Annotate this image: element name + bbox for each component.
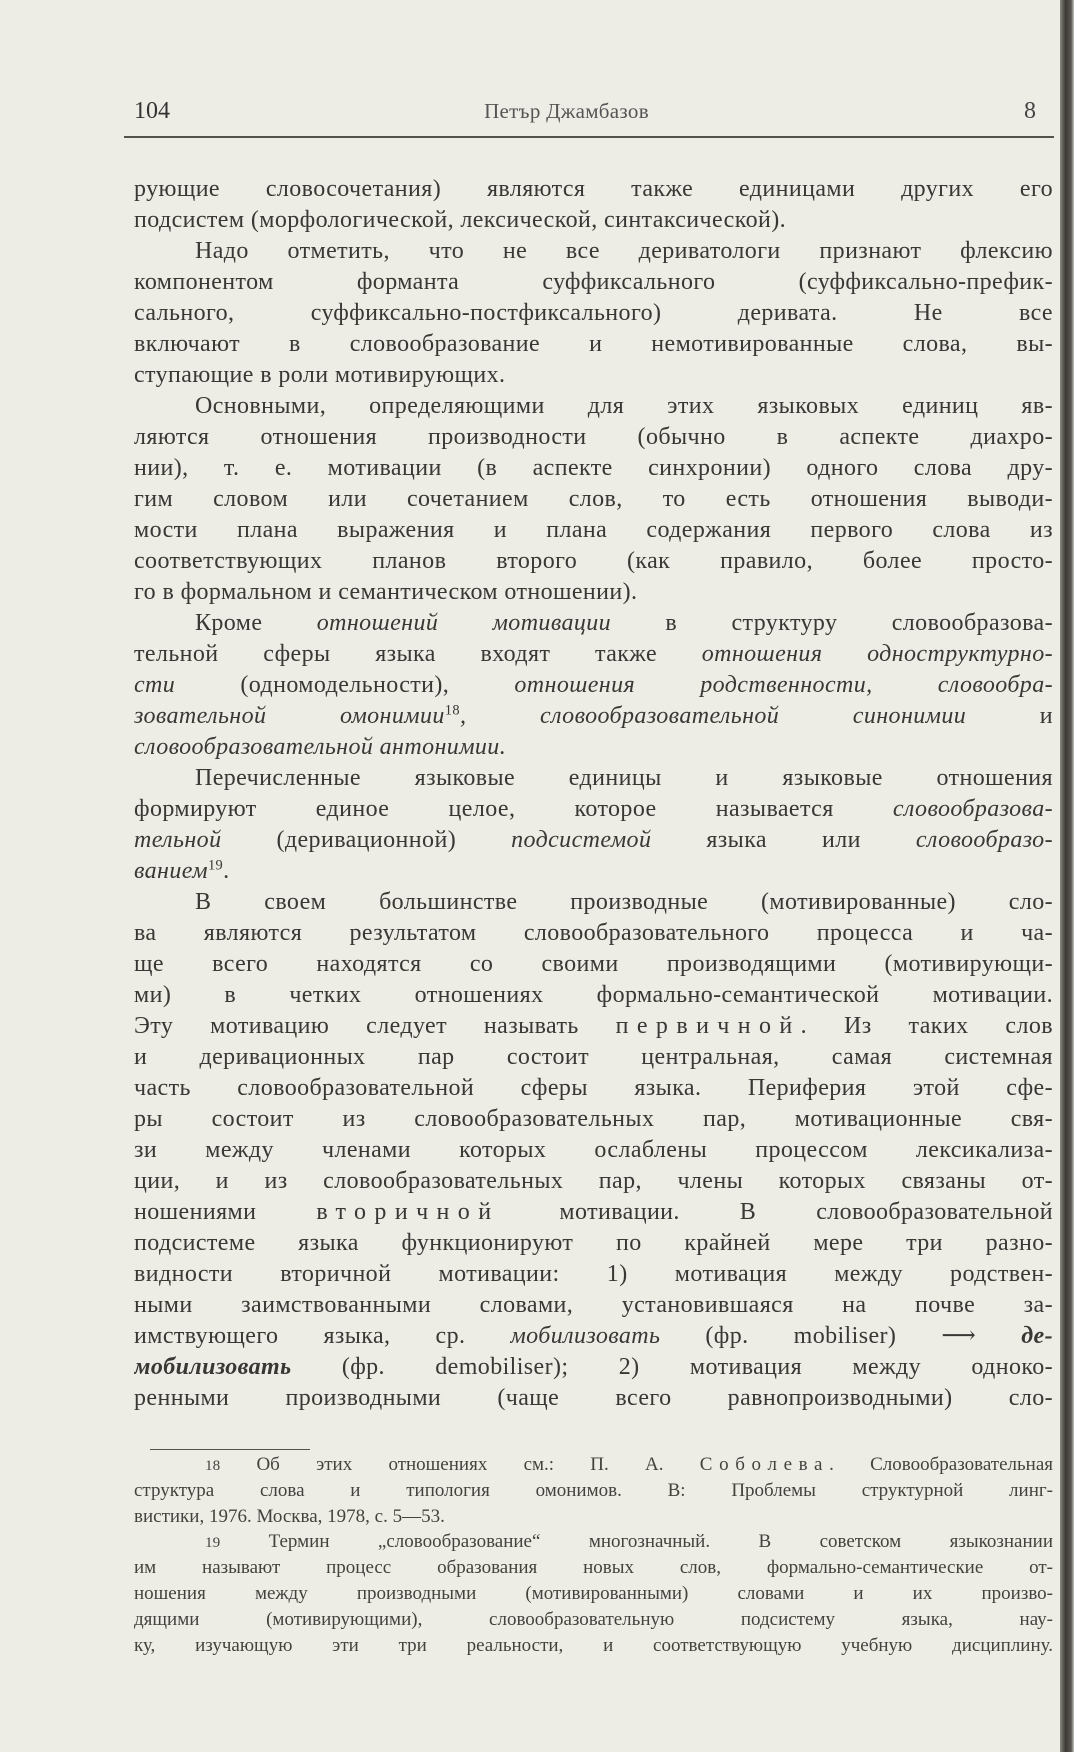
text-run: (фр. mobiliser) ⟶ xyxy=(660,1323,1022,1349)
text-run: го в формальном и семантическом отношении). xyxy=(134,579,638,605)
text-line xyxy=(134,329,1053,360)
text-run: им называют процесс образования новых слов, формально-семантические от- xyxy=(134,1557,1053,1579)
text-line xyxy=(134,670,1053,701)
text-line xyxy=(134,360,1053,391)
text-run: зи между членами которых ослаблены процессом лексикализа- xyxy=(134,1137,1053,1163)
text-run: ступающие в роли мотивирующих. xyxy=(134,362,506,388)
text-run: мотивации. В словообразовательной xyxy=(499,1199,1053,1225)
text-line xyxy=(195,391,1053,422)
text-line xyxy=(134,639,1053,670)
text-run: словообразовательной антонимии. xyxy=(134,734,507,760)
text-run: ще всего находятся со своими производящими (мотивирующи- xyxy=(134,951,1053,977)
text-line xyxy=(134,980,1053,1011)
text-run: первичной xyxy=(615,1013,801,1039)
text-line xyxy=(134,422,1053,453)
text-run: Термин „словообразование“ многозначный. В советском языкознании xyxy=(220,1531,1053,1553)
text-line xyxy=(195,763,1053,794)
text-run: ношениями xyxy=(134,1199,317,1225)
text-run: ции, и из словообразовательных пар, члены которых связаны от- xyxy=(134,1168,1053,1194)
text-run: и деривационных пар состоит центральная, самая системная xyxy=(134,1044,1053,1070)
text-line xyxy=(195,236,1053,267)
text-run: часть словообразовательной сферы языка. Периферия этой сфе- xyxy=(134,1075,1053,1101)
text-run: словообразо- xyxy=(915,827,1053,853)
text-line xyxy=(134,1073,1053,1104)
text-line xyxy=(195,887,1053,918)
text-line xyxy=(134,1135,1053,1166)
text-line xyxy=(134,484,1053,515)
text-line xyxy=(134,453,1053,484)
text-run: мости плана выражения и плана содержания первого слова из xyxy=(134,517,1053,543)
text-run: ку, изучающую эти три реальности, и соответствующую учебную дисциплину. xyxy=(134,1634,1053,1656)
text-line xyxy=(134,515,1053,546)
text-line xyxy=(134,298,1053,329)
text-run: ляются отношения производности (обычно в аспекте диахро- xyxy=(134,424,1053,450)
text-line xyxy=(134,732,1053,763)
running-title: Петър Джамбазов xyxy=(484,99,649,123)
text-run: подсистеме языка функционируют по крайней мере три разно- xyxy=(134,1230,1053,1256)
text-run: в структуру словообразова- xyxy=(611,610,1053,636)
text-run: сти xyxy=(134,672,176,698)
text-run: ми) в четких отношениях формально-семантической мотивации. xyxy=(134,982,1053,1008)
footnote-line xyxy=(205,1529,1053,1555)
text-line xyxy=(134,1104,1053,1135)
text-run: В своем большинстве производные (мотивированные) сло- xyxy=(195,889,1053,915)
text-run: сального, суффиксально-постфиксального) деривата. Не все xyxy=(134,300,1053,326)
text-line xyxy=(134,1011,1053,1042)
text-line xyxy=(134,205,1053,236)
text-run: (одномодельности), xyxy=(175,672,515,698)
text-run: ношения между производными (мотивированными) словами и их произво- xyxy=(134,1583,1053,1604)
text-run: тельной сферы языка входят также xyxy=(134,641,702,667)
text-run: ры состоит из словообразовательных пар, мотивационные свя- xyxy=(134,1106,1053,1132)
text-run: Основными, определяющими для этих языковых единиц яв- xyxy=(195,393,1053,419)
text-line xyxy=(134,1290,1053,1321)
text-run: Эту мотивацию следует называть xyxy=(134,1013,616,1039)
text-run: гим словом или сочетанием слов, то есть отношения выводи- xyxy=(134,486,1053,512)
text-run: ванием xyxy=(134,858,208,884)
text-run: ренными производными (чаще всего равнопроизводными) сло- xyxy=(134,1385,1053,1411)
text-run: вистики, 1976. Москва, 1978, с. 5—53. xyxy=(134,1505,445,1527)
text-line xyxy=(134,546,1053,577)
footnote-line xyxy=(134,1581,1053,1607)
footnote-line xyxy=(134,1478,1053,1504)
text-run: подсистемой xyxy=(511,827,652,853)
text-run: отношения родственности, словообра- xyxy=(514,672,1053,698)
footnote-line xyxy=(205,1452,1053,1478)
text-run: компонентом форманта суффиксального (суффиксально-префик- xyxy=(134,269,1053,295)
text-run: языка или xyxy=(651,827,916,853)
text-run: соответствующих планов второго (как правило, более просто- xyxy=(134,548,1053,574)
footnote-line xyxy=(134,1504,1053,1530)
footnote-ref: 18 xyxy=(444,702,460,719)
page-number: 104 xyxy=(134,98,170,124)
text-run: тельной xyxy=(134,827,222,853)
text-run: отношений мотивации xyxy=(316,610,612,636)
text-run: Кроме xyxy=(195,610,317,636)
text-line xyxy=(134,949,1053,980)
text-line xyxy=(134,918,1053,949)
footnote-ref: 19 xyxy=(205,1534,221,1552)
text-run: включают в словообразование и немотивированные слова, вы- xyxy=(134,331,1053,357)
text-run: структура слова и типология омонимов. В: Проблемы структурной линг- xyxy=(134,1479,1053,1501)
text-line xyxy=(134,1197,1053,1228)
text-line xyxy=(134,1166,1053,1197)
text-run: видности вторичной мотивации: 1) мотивация между родствен- xyxy=(134,1261,1053,1287)
text-line xyxy=(134,701,1053,732)
text-run: зовательной омонимии xyxy=(134,703,445,729)
text-line xyxy=(134,1259,1053,1290)
text-line xyxy=(134,1383,1053,1414)
header-rule xyxy=(124,136,1054,138)
text-run: (деривационной) xyxy=(221,827,512,853)
text-run: Надо отметить, что не все дериватологи признают флексию xyxy=(195,238,1053,264)
text-run: . Из таких слов xyxy=(800,1013,1053,1039)
text-line xyxy=(134,1228,1053,1259)
text-line xyxy=(134,825,1053,856)
text-run: нии), т. е. мотивации (в аспекте синхронии) одного слова дру- xyxy=(134,455,1053,481)
text-line xyxy=(134,577,1053,608)
text-run: и xyxy=(966,703,1053,729)
text-run: словообразова- xyxy=(892,796,1053,822)
text-run: вторичной xyxy=(316,1199,500,1225)
footnote-ref: 19 xyxy=(207,857,224,874)
text-line xyxy=(134,174,1053,205)
section-mark: 8 xyxy=(1024,98,1036,124)
text-line xyxy=(134,1321,1053,1352)
text-run: Перечисленные языковые единицы и языковые отношения xyxy=(195,765,1053,791)
footnote-rule xyxy=(150,1449,310,1450)
text-line xyxy=(134,856,1053,887)
text-line xyxy=(134,794,1053,825)
text-line xyxy=(134,1352,1053,1383)
text-run: Об этих отношениях см.: П. А. xyxy=(220,1454,700,1475)
footnote-line xyxy=(134,1555,1053,1581)
text-run: дящими (мотивирующими), словообразовательную подсистему языка, нау- xyxy=(134,1608,1053,1630)
text-run: (фр. demobiliser); 2) мотивация между одноко- xyxy=(291,1354,1053,1380)
text-run: рующие словосочетания) являются также единицами других его xyxy=(134,176,1053,202)
text-run: подсистем (морфологической, лексической, синтаксической). xyxy=(134,207,787,233)
text-run: . xyxy=(223,858,230,884)
page-edge-shadow xyxy=(1060,0,1074,1752)
text-run: мобилизовать xyxy=(134,1354,292,1380)
text-line xyxy=(134,1042,1053,1073)
text-run: мобилизовать xyxy=(510,1323,661,1349)
text-run: ва являются результатом словообразовательного процесса и ча- xyxy=(134,920,1053,946)
footnote-ref: 18 xyxy=(205,1457,221,1474)
text-run: де- xyxy=(1021,1323,1053,1349)
text-run: отношения одноструктурно- xyxy=(701,641,1053,667)
text-line xyxy=(195,608,1053,639)
text-run: формируют единое целое, которое называется xyxy=(134,796,893,822)
text-run: ными заимствованными словами, установившаяся на почве за- xyxy=(134,1292,1053,1318)
text-run: имствующего языка, ср. xyxy=(134,1323,511,1349)
footnote-line xyxy=(134,1633,1053,1659)
text-run: , словообразовательной синонимии xyxy=(459,703,967,729)
text-run: . Словообразовательная xyxy=(829,1454,1053,1475)
text-run: Соболева xyxy=(699,1454,830,1475)
text-line xyxy=(134,267,1053,298)
footnote-line xyxy=(134,1607,1053,1633)
